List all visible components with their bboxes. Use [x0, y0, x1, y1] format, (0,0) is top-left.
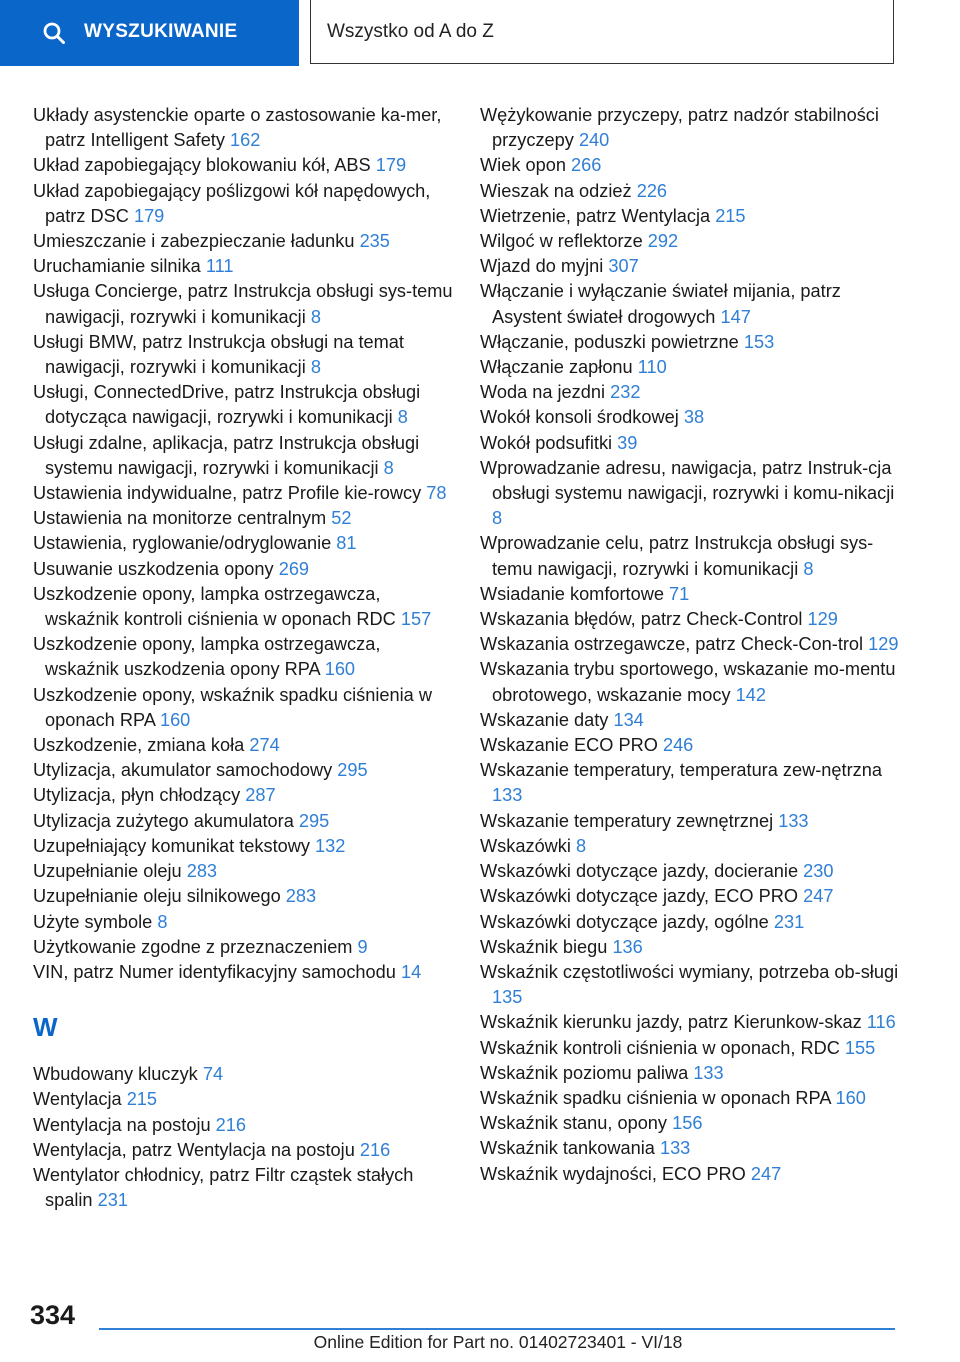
index-entry	[33, 179, 453, 229]
index-entry-text: Wskaźnik tankowania	[480, 1138, 655, 1159]
index-entry-text: Ustawienia indywidualne, patrz Profile kie‐rowcy	[33, 483, 422, 504]
index-entry-text: Uszkodzenie, zmiana koła	[33, 735, 245, 756]
index-entry	[33, 582, 453, 632]
page-link[interactable]: 147	[720, 306, 751, 327]
index-entry-text: Utylizacja, akumulator samochodowy	[33, 760, 333, 781]
page-link[interactable]: 226	[636, 180, 668, 201]
index-entry-text: Wilgoć w reflektorze	[480, 231, 643, 252]
page-link[interactable]: 231	[773, 911, 805, 932]
index-entry-text: Wprowadzanie celu, patrz Instrukcja obsługi sys‐temu nawigacji, rozrywki i komunikacji	[480, 533, 874, 579]
index-entry-text: Wietrzenie, patrz Wentylacja	[480, 205, 711, 226]
page-link[interactable]: 134	[613, 709, 644, 730]
page-link[interactable]: 81	[336, 533, 357, 554]
index-entry-text: Wbudowany kluczyk	[33, 1064, 198, 1085]
index-entry-text: Wskazanie temperatury zewnętrznej	[480, 810, 774, 831]
index-entry	[33, 1062, 453, 1087]
index-entry-text: Wieszak na odzież	[480, 180, 632, 201]
index-entry-text: Uszkodzenie opony, lampka ostrzegawcza, wskaźnik uszkodzenia opony RPA	[33, 634, 381, 680]
page-link[interactable]: 295	[298, 810, 330, 831]
index-entry	[480, 632, 900, 657]
index-entry-text: Uzupełnianie oleju silnikowego	[33, 886, 281, 907]
index-entry	[33, 229, 453, 254]
index-entry	[480, 657, 900, 707]
page-link[interactable]: 283	[285, 886, 317, 907]
page-link[interactable]: 74	[202, 1064, 224, 1085]
index-entry-text: Wsiadanie komfortowe	[480, 583, 664, 604]
index-entry	[33, 1113, 453, 1138]
index-entry-text: Wężykowanie przyczepy, patrz nadzór stabilności przyczepy	[480, 105, 879, 151]
page-link[interactable]: 269	[278, 558, 310, 579]
index-entry-text: Wokół konsoli środkowej	[480, 407, 679, 428]
index-entry	[480, 859, 900, 884]
index-entry-text: Wprowadzanie adresu, nawigacja, patrz Instruk‐cja obsługi systemu nawigacji, rozrywki i komu‐nikacji	[480, 457, 895, 504]
footer-edition-text: Online Edition for Part no. 01402723401 - VI/18	[313, 1332, 683, 1352]
index-entry-text: Ustawienia na monitorze centralnym	[33, 508, 327, 529]
page-link[interactable]: 8	[803, 558, 814, 579]
page-link[interactable]: 266	[571, 155, 602, 176]
index-entry	[33, 632, 453, 682]
index-entry-text: Woda na jezdni	[480, 382, 606, 403]
index-entry-text: Usługi, ConnectedDrive, patrz Instrukcja obsługi dotycząca nawigacji, rozrywki i komunikacji	[33, 382, 421, 428]
index-entry	[33, 380, 453, 430]
index-entry-text: VIN, patrz Numer identyfikacyjny samochodu	[33, 961, 396, 982]
page-link[interactable]: 179	[133, 205, 165, 226]
page-link[interactable]: 215	[715, 205, 746, 226]
page-link[interactable]: 14	[400, 961, 422, 982]
index-entry-text: Wskaźnik kierunku jazdy, patrz Kierunkow‐skaz	[480, 1012, 862, 1033]
index-entry-text: Wskazania ostrzegawcze, patrz Check-Con‐trol	[480, 634, 864, 655]
index-column-right	[480, 103, 900, 1187]
index-entry	[480, 1061, 900, 1086]
index-list-w-right	[480, 103, 900, 1187]
footer-divider	[99, 1328, 895, 1330]
page-link[interactable]: 157	[400, 609, 432, 630]
page-link[interactable]: 155	[844, 1037, 876, 1058]
index-entry	[480, 1036, 900, 1061]
index-entry	[480, 531, 900, 581]
index-entry-text: Wskazówki dotyczące jazdy, ogólne	[480, 911, 769, 932]
page-link[interactable]: 160	[159, 709, 191, 730]
section-letter-w: W	[33, 1012, 58, 1043]
index-entry	[480, 355, 900, 380]
page-link[interactable]: 71	[669, 583, 690, 604]
page-link[interactable]: 162	[230, 130, 261, 151]
index-entry	[33, 1087, 453, 1112]
index-entry	[480, 103, 900, 153]
index-column-left	[33, 103, 453, 1213]
page-link[interactable]: 215	[126, 1089, 158, 1110]
index-entry	[33, 834, 453, 859]
page-link[interactable]: 132	[315, 835, 346, 856]
page-link[interactable]: 111	[205, 256, 234, 277]
page-link[interactable]: 8	[310, 357, 321, 378]
page-link[interactable]: 160	[835, 1087, 866, 1108]
index-entry	[33, 481, 453, 506]
page-link[interactable]: 8	[397, 407, 408, 428]
page-link[interactable]: 235	[359, 231, 390, 252]
index-entry	[480, 179, 900, 204]
index-entry-text: Wskaźnik kontroli ciśnienia w oponach, RDC	[480, 1037, 840, 1058]
page-link[interactable]: 247	[750, 1163, 782, 1184]
page-link[interactable]: 8	[492, 508, 503, 529]
index-entry	[33, 960, 453, 985]
index-entry-text: Utylizacja, płyn chłodzący	[33, 785, 241, 806]
index-entry	[33, 809, 453, 834]
index-entry	[33, 279, 453, 329]
index-entry-text: Wskazówki dotyczące jazdy, docieranie	[480, 861, 799, 882]
index-entry	[33, 1163, 453, 1213]
search-icon	[42, 21, 66, 45]
index-entry-text: Wskaźnik wydajności, ECO PRO	[480, 1163, 746, 1184]
index-entry	[480, 758, 900, 808]
index-entry	[33, 557, 453, 582]
page-link[interactable]: 142	[735, 684, 766, 705]
index-entry	[480, 1111, 900, 1136]
page-link[interactable]: 240	[578, 130, 610, 151]
index-entry	[33, 103, 453, 153]
index-entry	[33, 531, 453, 556]
index-entry-text: Wiek opon	[480, 155, 566, 176]
page-link[interactable]: 136	[612, 936, 643, 957]
index-entry-text: Uzupełnianie oleju	[33, 861, 182, 882]
index-entry	[33, 733, 453, 758]
index-entry-text: Układ zapobiegający blokowaniu kół, ABS	[33, 155, 371, 176]
index-entry-text: Wskaźnik stanu, opony	[480, 1113, 668, 1134]
index-entry-text: Włączanie, poduszki powietrzne	[480, 331, 739, 352]
index-list-u-v	[33, 103, 453, 985]
index-entry	[480, 809, 900, 834]
tab-a-to-z[interactable]	[310, 0, 894, 64]
index-entry-text: Wentylacja	[33, 1089, 122, 1110]
index-entry	[480, 935, 900, 960]
page-link[interactable]: 246	[662, 735, 694, 756]
page-link[interactable]: 110	[637, 357, 667, 378]
page-link[interactable]: 39	[617, 432, 638, 453]
index-entry	[480, 456, 900, 532]
page-link[interactable]: 38	[683, 407, 705, 428]
page-link[interactable]: 8	[576, 835, 587, 856]
index-entry	[480, 1136, 900, 1161]
index-entry	[33, 431, 453, 481]
index-entry	[33, 935, 453, 960]
index-entry-text: Wskazanie ECO PRO	[480, 735, 658, 756]
index-entry-text: Ustawienia, ryglowanie/odryglowanie	[33, 533, 332, 554]
page-link[interactable]: 232	[610, 382, 641, 403]
index-entry-text: Użyte symbole	[33, 911, 153, 932]
index-entry-text: Uszkodzenie opony, wskaźnik spadku ciśnienia w oponach RPA	[33, 684, 432, 730]
page-link[interactable]: 8	[383, 457, 394, 478]
index-entry-text: Usługi zdalne, aplikacja, patrz Instrukcja obsługi systemu nawigacji, rozrywki i komunikacji	[33, 432, 420, 478]
page-link[interactable]: 247	[803, 886, 834, 907]
page-link[interactable]: 9	[357, 936, 368, 957]
page-link[interactable]: 230	[803, 861, 834, 882]
index-entry	[33, 758, 453, 783]
index-entry-text: Utylizacja zużytego akumulatora	[33, 810, 294, 831]
page-link[interactable]: 116	[866, 1012, 896, 1033]
index-entry	[33, 1138, 453, 1163]
index-entry-text: Wentylacja na postoju	[33, 1114, 211, 1135]
index-entry	[480, 380, 900, 405]
index-entry	[480, 254, 900, 279]
page-link[interactable]: 135	[492, 987, 523, 1008]
index-entry	[33, 859, 453, 884]
index-entry	[33, 153, 453, 178]
page-link[interactable]: 216	[215, 1114, 247, 1135]
search-button[interactable]	[0, 0, 299, 66]
index-entry	[33, 783, 453, 808]
page-link[interactable]: 133	[492, 785, 523, 806]
index-entry-text: Uzupełniający komunikat tekstowy	[33, 835, 310, 856]
page-link[interactable]: 133	[659, 1138, 691, 1159]
index-entry	[33, 330, 453, 380]
index-entry-text: Wskazówki dotyczące jazdy, ECO PRO	[480, 886, 799, 907]
index-entry-text: Układy asystenckie oparte o zastosowanie ka‐mer, patrz Intelligent Safety	[33, 105, 442, 151]
page-link[interactable]: 292	[647, 231, 679, 252]
index-entry	[480, 607, 900, 632]
index-entry-text: Wjazd do myjni	[480, 256, 604, 277]
page-link[interactable]: 133	[778, 810, 809, 831]
index-entry	[480, 229, 900, 254]
page-link[interactable]: 179	[375, 155, 407, 176]
index-entry	[480, 330, 900, 355]
index-entry	[33, 506, 453, 531]
index-entry-text: Wskaźnik częstotliwości wymiany, potrzeba ob‐sługi	[480, 961, 899, 982]
index-entry-text: Układ zapobiegający poślizgowi kół napędowych, patrz DSC	[33, 180, 431, 226]
page-link[interactable]: 216	[359, 1139, 391, 1160]
index-entry	[480, 884, 900, 909]
tab-a-to-z-label: Wszystko od A do Z	[327, 21, 494, 42]
index-entry-text: Wentylator chłodnicy, patrz Filtr cząstek stałych spalin	[33, 1164, 414, 1211]
index-entry	[33, 254, 453, 279]
page-link[interactable]: 52	[331, 508, 352, 529]
index-entry-text: Wskazania błędów, patrz Check-Control	[480, 609, 803, 630]
page-number: 334	[30, 1300, 76, 1330]
index-entry	[480, 1162, 900, 1187]
index-entry	[33, 884, 453, 909]
index-entry	[480, 910, 900, 935]
index-entry-text: Wskazanie daty	[480, 709, 609, 730]
search-button-label: WYSZUKIWANIE	[84, 21, 238, 42]
index-entry-text: Uszkodzenie opony, lampka ostrzegawcza, wskaźnik kontroli ciśnienia w oponach RDC	[33, 583, 396, 630]
index-entry-text: Wskazanie temperatury, temperatura zew‐nętrzna	[480, 760, 882, 781]
page-link[interactable]: 8	[157, 911, 168, 932]
page-link[interactable]: 274	[249, 735, 280, 756]
page-link[interactable]: 133	[693, 1062, 724, 1083]
index-entry-text: Uruchamianie silnika	[33, 256, 201, 277]
index-entry	[480, 708, 900, 733]
page-link[interactable]: 231	[97, 1190, 128, 1211]
index-entry-text: Wskaźnik biegu	[480, 936, 608, 957]
index-entry	[480, 405, 900, 430]
index-entry-text: Włączanie i wyłączanie świateł mijania, patrz Asystent świateł drogowych	[480, 281, 841, 327]
index-entry-text: Użytkowanie zgodne z przeznaczeniem	[33, 936, 353, 957]
index-entry	[480, 733, 900, 758]
index-entry	[480, 431, 900, 456]
index-entry-text: Umieszczanie i zabezpieczanie ładunku	[33, 231, 355, 252]
page-link[interactable]: 295	[337, 760, 368, 781]
index-entry-text: Włączanie zapłonu	[480, 357, 633, 378]
page-link[interactable]: 153	[743, 331, 775, 352]
index-entry	[480, 279, 900, 329]
index-entry	[480, 153, 900, 178]
page-link[interactable]: 156	[672, 1113, 703, 1134]
index-entry	[480, 1086, 900, 1111]
index-entry	[33, 910, 453, 935]
index-entry-text: Usługi BMW, patrz Instrukcja obsługi na temat nawigacji, rozrywki i komunikacji	[33, 331, 404, 378]
page-link[interactable]: 160	[324, 659, 356, 680]
page-link[interactable]: 78	[426, 483, 447, 504]
top-navigation-bar	[0, 0, 960, 66]
page-link[interactable]: 129	[868, 634, 899, 655]
index-entry-text: Wskaźnik spadku ciśnienia w oponach RPA	[480, 1087, 831, 1108]
index-entry-text: Wentylacja, patrz Wentylacja na postoju	[33, 1139, 355, 1160]
index-entry	[480, 834, 900, 859]
index-entry	[480, 1010, 900, 1035]
index-entry-text: Usuwanie uszkodzenia opony	[33, 558, 274, 579]
index-list-w-left	[33, 1062, 453, 1213]
page-link[interactable]: 8	[310, 306, 321, 327]
page-link[interactable]: 307	[608, 256, 639, 277]
index-entry-text: Usługa Concierge, patrz Instrukcja obsługi sys‐temu nawigacji, rozrywki i komunikacji	[33, 281, 453, 327]
index-entry-text: Wskaźnik poziomu paliwa	[480, 1062, 689, 1083]
page-link[interactable]: 287	[245, 785, 276, 806]
index-entry	[480, 582, 900, 607]
page-link[interactable]: 129	[807, 609, 838, 630]
index-entry-text: Wskazówki	[480, 835, 571, 856]
index-entry	[33, 683, 453, 733]
page-link[interactable]: 283	[186, 861, 218, 882]
index-entry-text: Wskazania trybu sportowego, wskazanie mo‐mentu obrotowego, wskazanie mocy	[480, 659, 896, 705]
index-entry	[480, 960, 900, 1010]
index-entry	[480, 204, 900, 229]
index-entry-text: Wokół podsufitki	[480, 432, 613, 453]
